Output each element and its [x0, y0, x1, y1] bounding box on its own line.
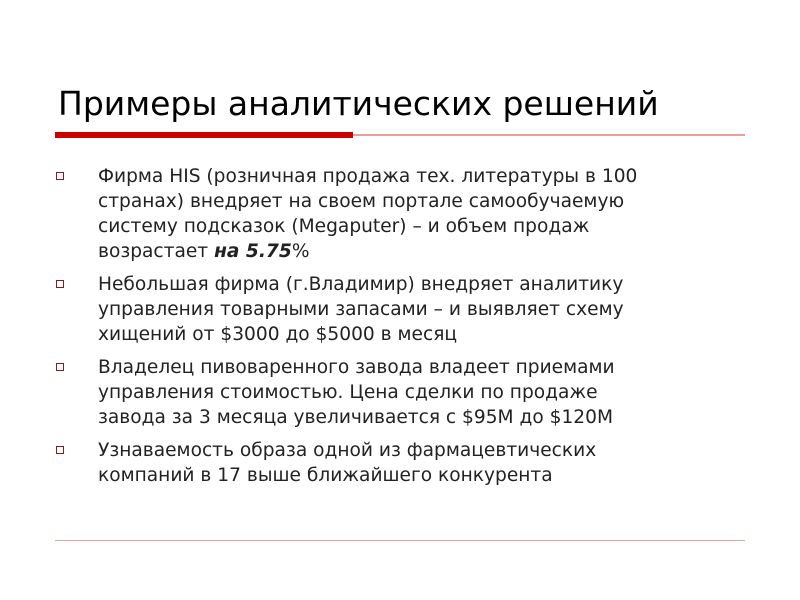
bullet-text-line: Фирма HIS (розничная продажа тех. литературы в 100 [98, 166, 638, 187]
title-accent-bar [55, 132, 353, 138]
bullet-text-line: Владелец пивоваренного завода владеет приемами [98, 357, 615, 378]
bullet-list [56, 164, 756, 496]
hollow-square-bullet-icon [56, 446, 64, 454]
footer-divider [55, 540, 745, 541]
sales-growth-value: на 5.75 [214, 241, 292, 262]
hollow-square-bullet-icon [56, 363, 64, 371]
bullet-text-line: управления стоимостью. Цена сделки по продаже [98, 382, 598, 403]
percent-sign: % [291, 241, 310, 262]
slide-title: Примеры аналитических решений [58, 84, 659, 123]
bullet-text-line: управления товарными запасами – и выявляет схему [98, 299, 624, 320]
bullet-text-line-last [98, 239, 756, 264]
bullet-text-line: систему подсказок (Megaputer) – и объем продаж [98, 216, 590, 237]
bullet-item-vladimir [56, 272, 756, 347]
bullet-text-line: Небольшая фирма (г.Владимир) внедряет аналитику [98, 274, 624, 295]
hollow-square-bullet-icon [56, 280, 64, 288]
bullet-text-line: странах) внедряет на своем портале самообучаемую [98, 191, 625, 212]
hollow-square-bullet-icon [56, 172, 64, 180]
bullet-text-fragment: возрастает [98, 241, 215, 262]
bullet-text-line: завода за 3 месяца увеличивается с $95M до $120M [98, 407, 614, 428]
bullet-item-brewery [56, 355, 756, 430]
bullet-text-line: Узнаваемость образа одной из фармацевтических [98, 440, 597, 461]
bullet-item-his [56, 164, 756, 264]
bullet-text-line: хищений от $3000 до $5000 в месяц [98, 324, 458, 345]
bullet-item-pharma [56, 438, 756, 488]
bullet-text-line: компаний в 17 выше ближайшего конкурента [98, 465, 553, 486]
